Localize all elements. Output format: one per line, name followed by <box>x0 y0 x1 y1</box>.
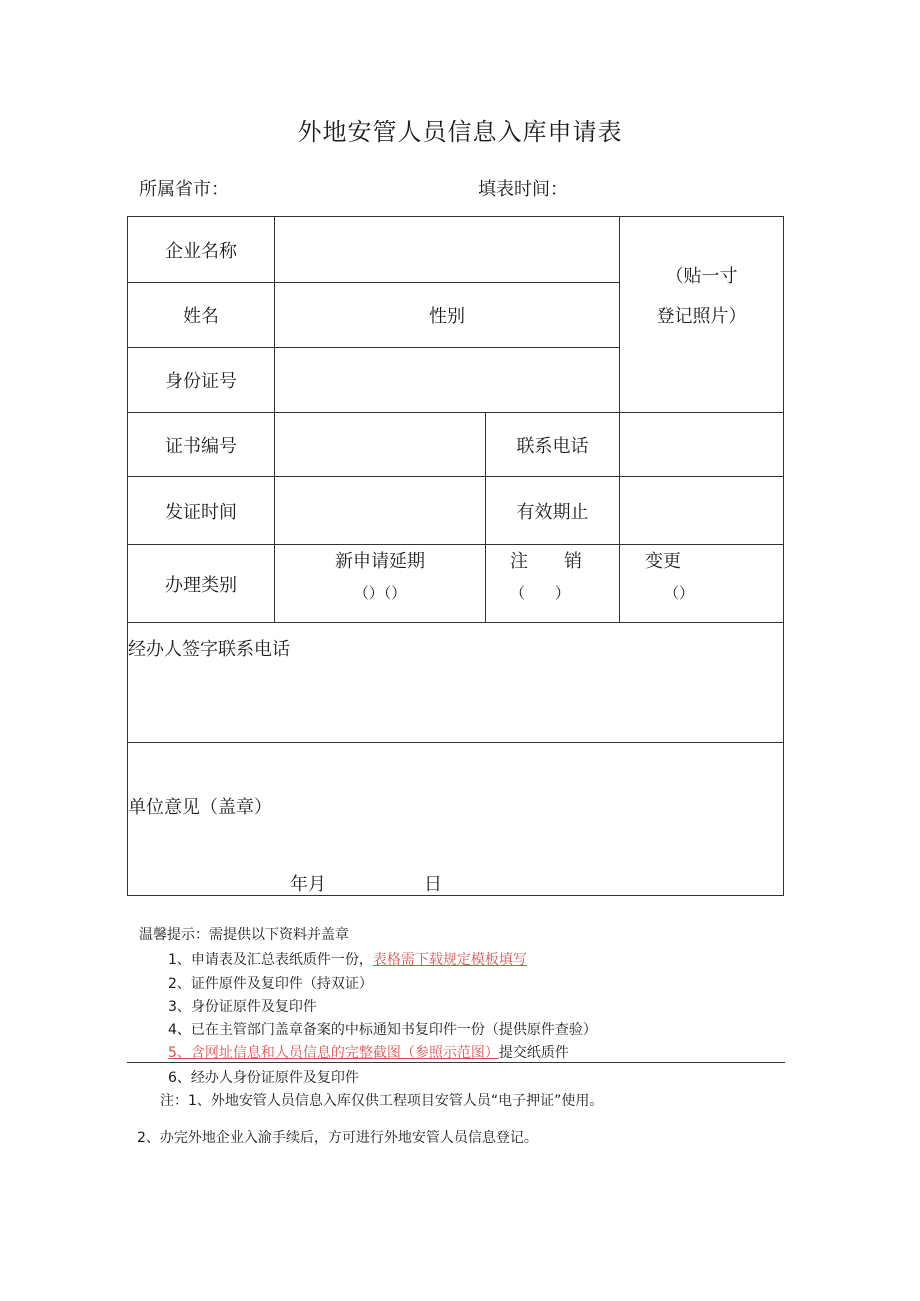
note-item-4: 4、已在主管部门盖章备案的中标通知书复印件一份（提供原件查验） <box>168 1022 597 1038</box>
name-label: 姓名 <box>128 283 275 348</box>
date-day: 日 <box>424 874 442 895</box>
issue-date-label: 发证时间 <box>128 477 275 545</box>
date-year-month: 年月 <box>290 874 326 895</box>
agent-signature-label: 经办人签字联系电话 <box>128 639 290 660</box>
photo-box[interactable] <box>620 217 784 413</box>
id-number-field[interactable] <box>275 348 620 413</box>
company-name-field[interactable] <box>275 217 620 283</box>
id-number-label: 身份证号 <box>128 348 275 413</box>
template-download-link[interactable]: 表格需下载规定模板填写 <box>372 952 527 968</box>
page-title: 外地安管人员信息入库申请表 <box>297 118 623 146</box>
note-item-3: 3、身份证原件及复印件 <box>168 999 317 1015</box>
divider-line <box>127 1062 785 1063</box>
unit-opinion-cell[interactable] <box>128 743 784 896</box>
gender-label: 性别 <box>275 283 620 348</box>
note-item-1 <box>168 949 527 969</box>
cert-number-label: 证书编号 <box>128 413 275 477</box>
note-item-6: 6、经办人身份证原件及复印件 <box>168 1070 359 1086</box>
application-form-table <box>127 216 784 896</box>
contact-phone-field[interactable] <box>620 413 784 477</box>
option-cancel-marks: （ ） <box>510 584 571 603</box>
note-2: 2、办完外地企业入渝手续后，方可进行外地安管人员信息登记。 <box>137 1130 538 1146</box>
photo-hint-line2: 登记照片） <box>656 305 747 327</box>
cert-number-field[interactable] <box>275 413 486 477</box>
note-item-2: 2、证件原件及复印件（持双证） <box>168 976 373 992</box>
photo-hint-line1: （贴一寸 <box>665 265 738 287</box>
note-item-5-text: 提交纸质件 <box>498 1045 569 1061</box>
agent-signature-cell[interactable] <box>128 623 784 743</box>
option-new-extend[interactable] <box>275 545 486 623</box>
contact-phone-label: 联系电话 <box>486 413 620 477</box>
unit-opinion-label: 单位意见（盖章） <box>128 797 272 818</box>
fill-date-label: 填表时间： <box>478 179 568 200</box>
valid-until-label: 有效期止 <box>486 477 620 545</box>
option-change[interactable] <box>620 545 784 623</box>
option-cancel[interactable] <box>486 545 620 623</box>
note-item-5 <box>168 1042 569 1062</box>
province-label: 所属省市： <box>139 179 229 200</box>
note-item-1-text: 1、申请表及汇总表纸质件一份， <box>168 952 373 968</box>
company-name-label: 企业名称 <box>128 217 275 283</box>
note-1: 注：1、外地安管人员信息入库仅供工程项目安管人员“电子押证”使用。 <box>160 1093 604 1109</box>
category-label: 办理类别 <box>128 545 275 623</box>
valid-until-field[interactable] <box>620 477 784 545</box>
example-screenshot-link[interactable]: 5、含网址信息和人员信息的完整截图（参照示范图） <box>168 1045 499 1061</box>
notes-intro: 温馨提示：需提供以下资料并盖章 <box>139 927 349 943</box>
option-change-label: 变更 <box>645 550 681 572</box>
option-change-marks: （） <box>664 584 695 603</box>
option-new-extend-marks: （）（） <box>353 584 407 603</box>
option-cancel-label: 注 销 <box>510 550 582 572</box>
issue-date-field[interactable] <box>275 477 486 545</box>
option-new-extend-label: 新申请延期 <box>335 550 425 572</box>
